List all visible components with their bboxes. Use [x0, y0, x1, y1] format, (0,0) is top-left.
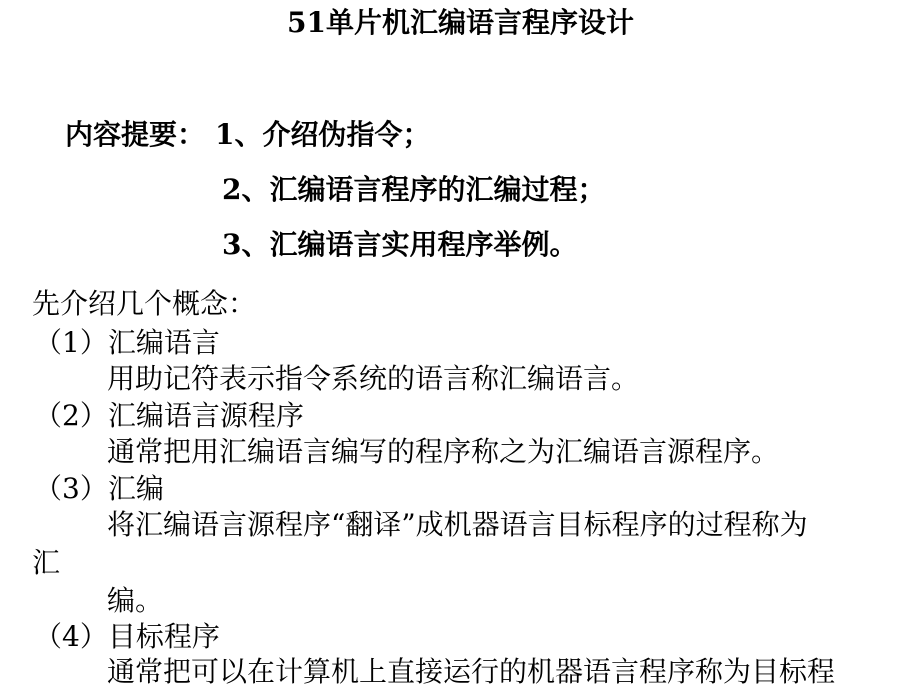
concept-3-wrap-2: 编。 — [107, 584, 164, 617]
summary-item-1: 1、介绍伪指令； — [215, 118, 431, 151]
concept-3-heading: （3）汇编 — [34, 472, 164, 505]
concept-4-heading: （4）目标程序 — [34, 620, 220, 653]
concept-1-body: 用助记符表示指令系统的语言称汇编语言。 — [107, 362, 640, 395]
concept-2-body: 通常把用汇编语言编写的程序称之为汇编语言源程序。 — [107, 435, 780, 468]
concept-1-heading: （1）汇编语言 — [34, 326, 220, 359]
summary-item-2: 2、汇编语言程序的汇编过程； — [222, 173, 606, 206]
summary-lead: 内容提要： — [65, 118, 206, 151]
concept-4-body: 通常把可以在计算机上直接运行的机器语言程序称为目标程 — [107, 655, 836, 688]
summary-item-3: 3、汇编语言实用程序举例。 — [222, 228, 578, 261]
concepts-intro: 先介绍几个概念： — [32, 287, 257, 320]
concept-2-heading: （2）汇编语言源程序 — [34, 399, 304, 432]
concept-3-wrap-1: 汇 — [32, 546, 61, 579]
page-title: 51单片机汇编语言程序设计 — [287, 6, 634, 39]
concept-3-body: 将汇编语言源程序“翻译”成机器语言目标程序的过程称为 — [107, 508, 808, 541]
